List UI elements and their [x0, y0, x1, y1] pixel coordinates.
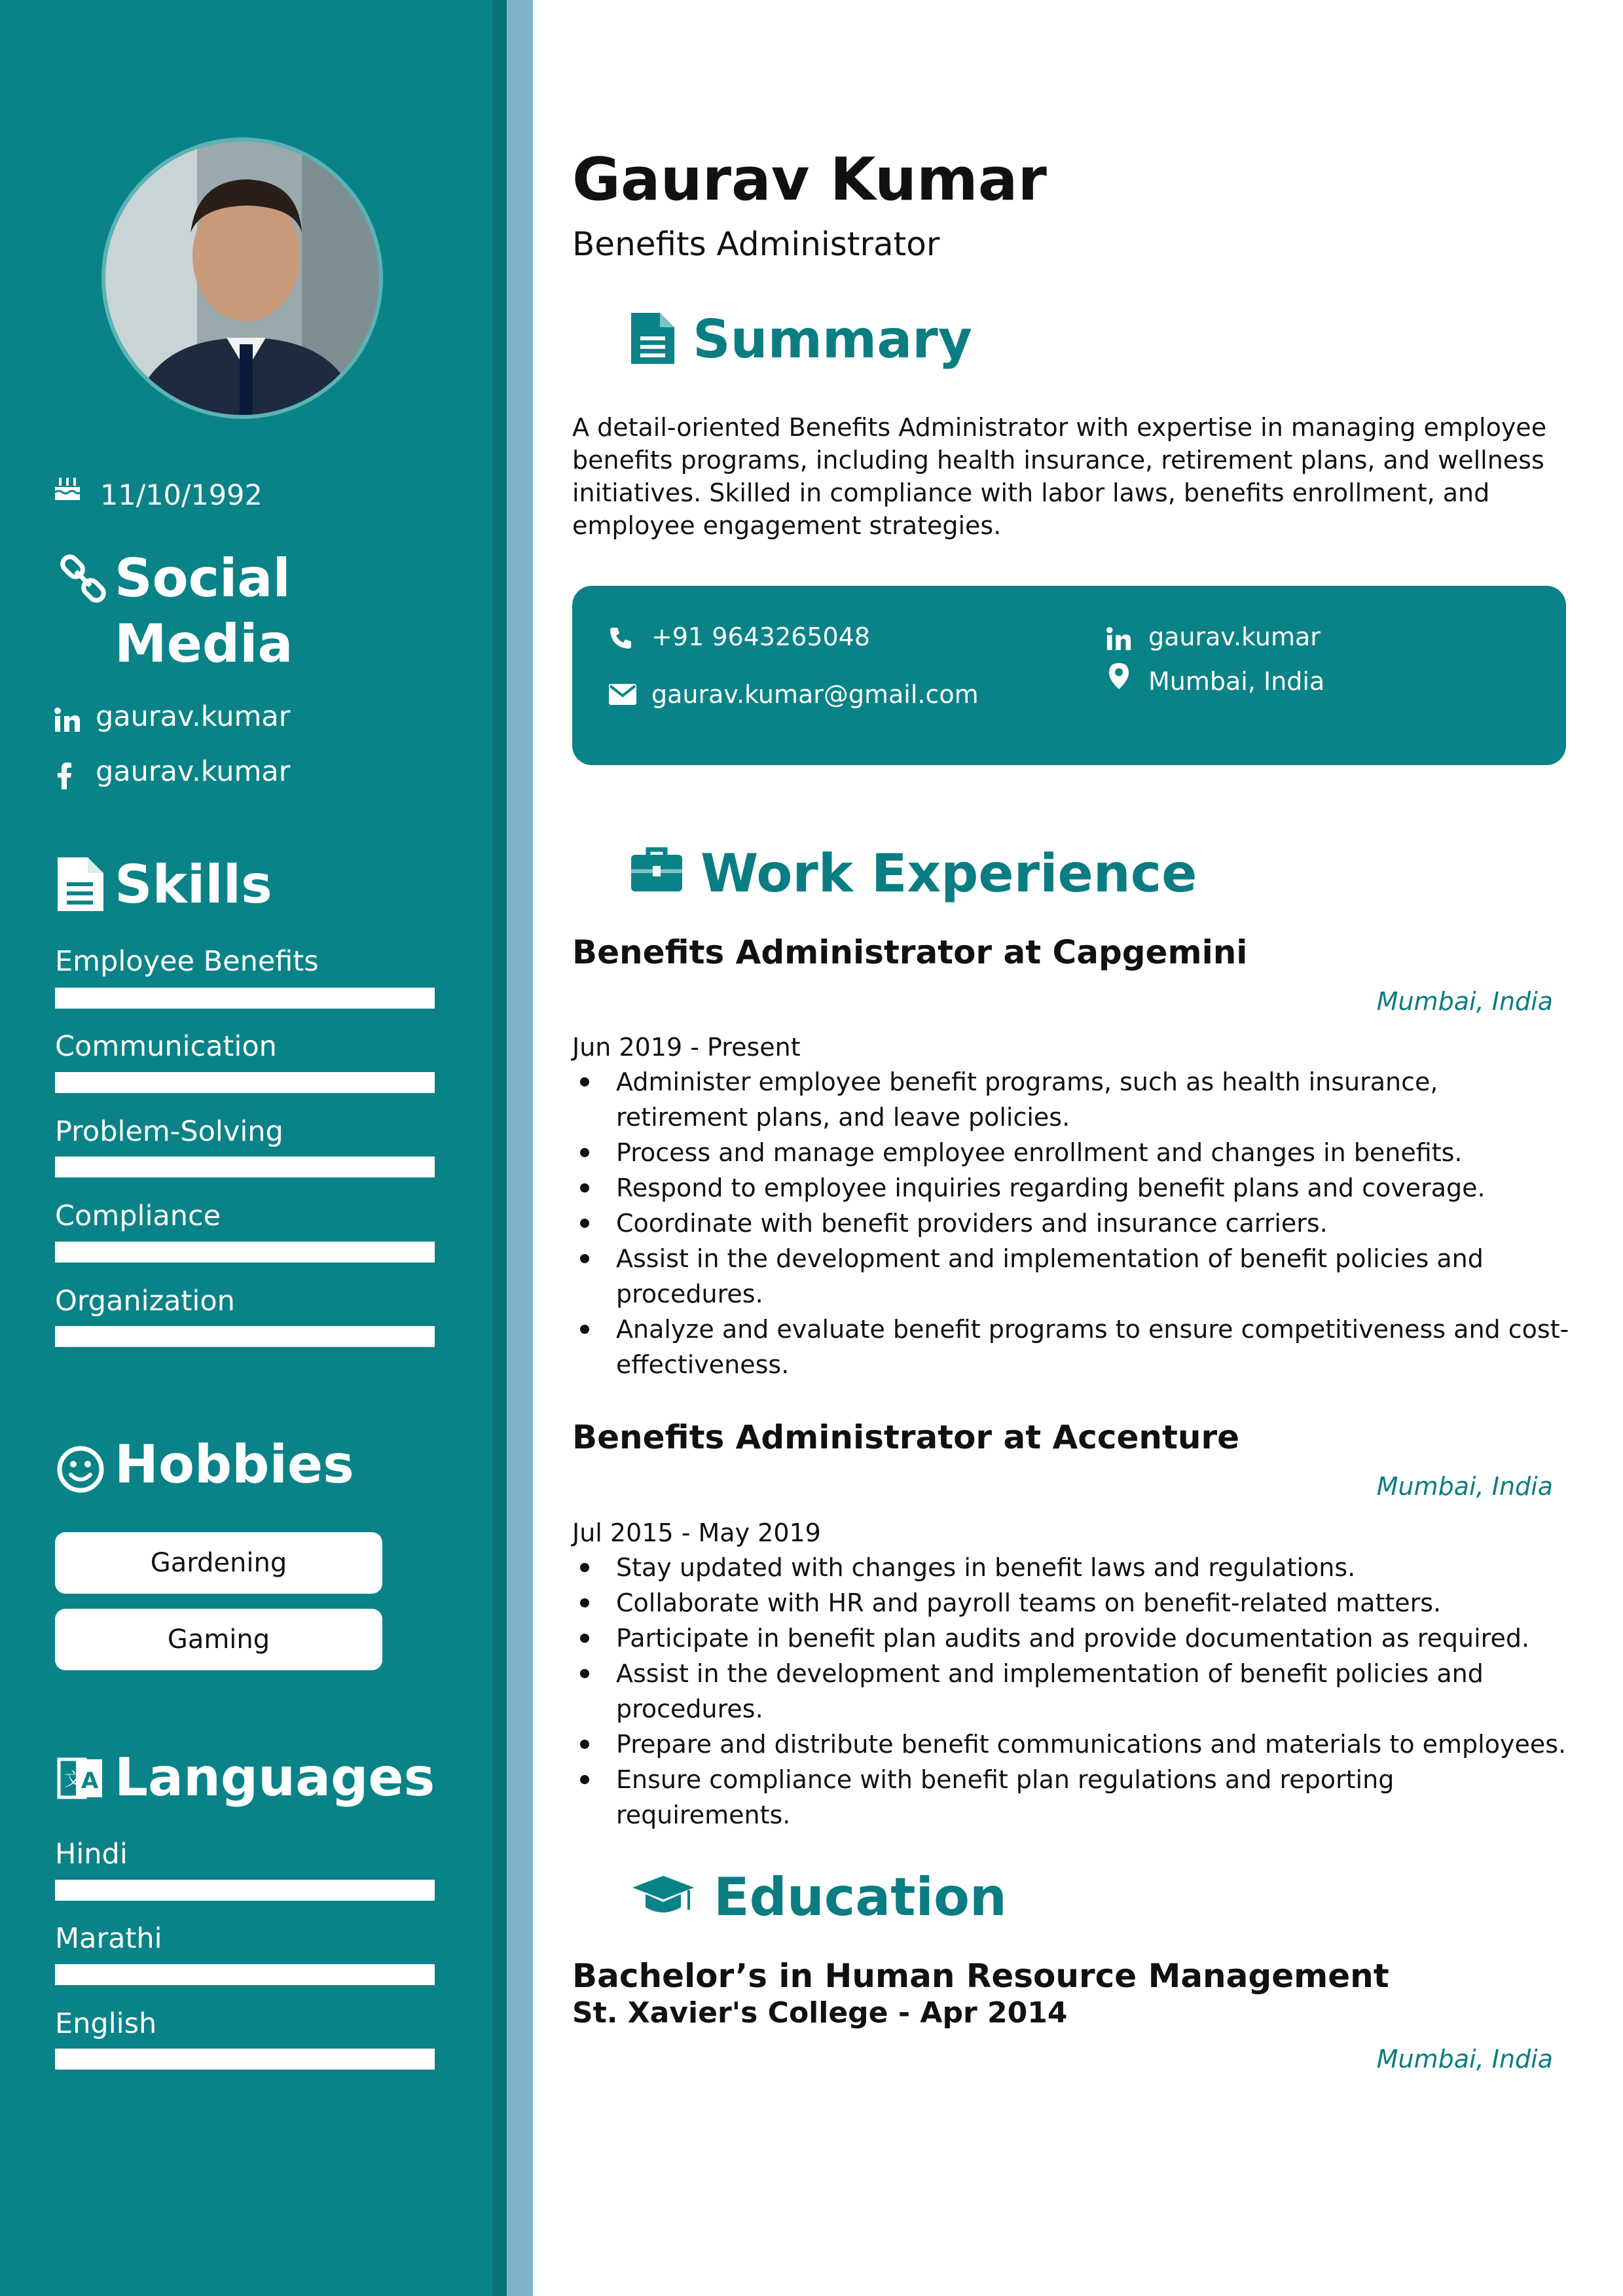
hobby-tag: Gaming — [55, 1609, 382, 1670]
translate-icon — [56, 1754, 105, 1805]
list-item: Administer employee benefit programs, such as health insurance, retirement plans, and leave policies. — [572, 1064, 1574, 1135]
job-title: Benefits Administrator at Accenture — [572, 1418, 1240, 1456]
list-item: Collaborate with HR and payroll teams on benefit-related matters. — [572, 1585, 1574, 1621]
language-label: English — [55, 2007, 157, 2040]
contact-box — [572, 586, 1566, 765]
list-item: Process and manage employee enrollment and changes in benefits. — [572, 1135, 1574, 1170]
cake-icon — [52, 473, 82, 505]
list-item: Assist in the development and implementation of benefit policies and procedures. — [572, 1656, 1574, 1727]
skill-bar — [55, 1242, 435, 1263]
language-label: Hindi — [55, 1838, 128, 1871]
summary-heading: Summary — [693, 309, 972, 370]
language-bar — [55, 1964, 435, 1985]
language-label: Marathi — [55, 1922, 162, 1955]
profile-photo — [101, 137, 383, 419]
sidebar-stripe — [492, 0, 507, 2296]
language-bar — [55, 1880, 435, 1901]
summary-line: A detail-oriented Benefits Administrator with expertise in managing employee — [572, 413, 1547, 442]
list-item: Participate in benefit plan audits and provide documentation as required. — [572, 1621, 1574, 1656]
languages-heading: Languages — [115, 1747, 435, 1808]
email-icon — [609, 684, 636, 708]
summary-text — [572, 411, 1580, 542]
job-location: Mumbai, India — [1376, 987, 1553, 1016]
social-heading-line1: Social — [115, 548, 291, 609]
education-heading: Education — [714, 1867, 1007, 1928]
graduation-cap-icon — [631, 1873, 695, 1923]
person-avatar-icon — [105, 141, 383, 419]
language-bar — [55, 2049, 435, 2070]
linkedin-icon — [54, 707, 81, 737]
work-experience-heading: Work Experience — [701, 843, 1197, 904]
svg-text:A: A — [81, 1768, 99, 1794]
list-item: Analyze and evaluate benefit programs to ensure competitiveness and cost-effectiveness. — [572, 1312, 1574, 1382]
skill-label: Organization — [55, 1285, 235, 1318]
skill-bar — [55, 1326, 435, 1347]
list-item: Ensure compliance with benefit plan regulations and reporting requirements. — [572, 1762, 1574, 1833]
skill-bar — [55, 1072, 435, 1093]
skill-label: Communication — [55, 1030, 277, 1063]
phone-icon — [609, 626, 632, 653]
job-dates: Jun 2019 - Present — [572, 1033, 801, 1062]
skill-label: Employee Benefits — [55, 945, 319, 978]
social-heading-line2: Media — [115, 613, 293, 674]
svg-text:文: 文 — [64, 1768, 83, 1790]
social-linkedin-label[interactable]: gaurav.kumar — [96, 700, 291, 733]
sidebar-stripe-light — [507, 0, 533, 2296]
skill-label: Problem-Solving — [55, 1115, 283, 1148]
contact-linkedin[interactable]: gaurav.kumar — [1148, 622, 1321, 651]
education-location: Mumbai, India — [1376, 2045, 1553, 2073]
summary-line: initiatives. Skilled in compliance with labor laws, benefits enrollment, and — [572, 478, 1490, 507]
skill-bar — [55, 988, 435, 1009]
skill-bar — [55, 1157, 435, 1177]
candidate-name: Gaurav Kumar — [572, 145, 1047, 214]
birthdate: 11/10/1992 — [100, 479, 263, 512]
document-icon — [631, 313, 674, 367]
job-bullets — [572, 1550, 1574, 1833]
hobbies-heading: Hobbies — [115, 1434, 354, 1495]
job-dates: Jul 2015 - May 2019 — [572, 1518, 821, 1547]
list-item: Assist in the development and implementation of benefit policies and procedures. — [572, 1241, 1574, 1312]
link-icon — [58, 553, 109, 607]
job-title: Benefits Administrator at Capgemini — [572, 933, 1248, 971]
list-item: Stay updated with changes in benefit laws and regulations. — [572, 1550, 1574, 1585]
facebook-icon — [55, 762, 75, 792]
job-location: Mumbai, India — [1376, 1472, 1553, 1501]
list-item: Coordinate with benefit providers and insurance carriers. — [572, 1206, 1574, 1241]
contact-email[interactable]: gaurav.kumar@gmail.com — [651, 680, 979, 709]
summary-line: employee engagement strategies. — [572, 511, 1002, 540]
briefcase-icon — [631, 847, 682, 894]
contact-phone[interactable]: +91 9643265048 — [651, 622, 871, 651]
location-pin-icon — [1109, 663, 1129, 692]
summary-line: benefits programs, including health insurance, retirement plans, and wellness — [572, 446, 1544, 475]
school-name: St. Xavier's College - Apr 2014 — [572, 1996, 1068, 2030]
list-item: Respond to employee inquiries regarding benefit plans and coverage. — [572, 1170, 1574, 1206]
job-bullets — [572, 1064, 1574, 1382]
hobby-tag: Gardening — [55, 1532, 382, 1594]
list-item: Prepare and distribute benefit communications and materials to employees. — [572, 1727, 1574, 1762]
degree-title: Bachelor’s in Human Resource Management — [572, 1957, 1389, 1995]
document-icon — [58, 857, 103, 914]
contact-location: Mumbai, India — [1148, 667, 1325, 696]
social-facebook-label[interactable]: gaurav.kumar — [96, 755, 291, 788]
smiley-icon — [56, 1445, 105, 1496]
linkedin-icon — [1106, 626, 1132, 655]
skills-heading: Skills — [115, 854, 272, 915]
skill-label: Compliance — [55, 1200, 221, 1232]
candidate-title: Benefits Administrator — [572, 225, 940, 263]
